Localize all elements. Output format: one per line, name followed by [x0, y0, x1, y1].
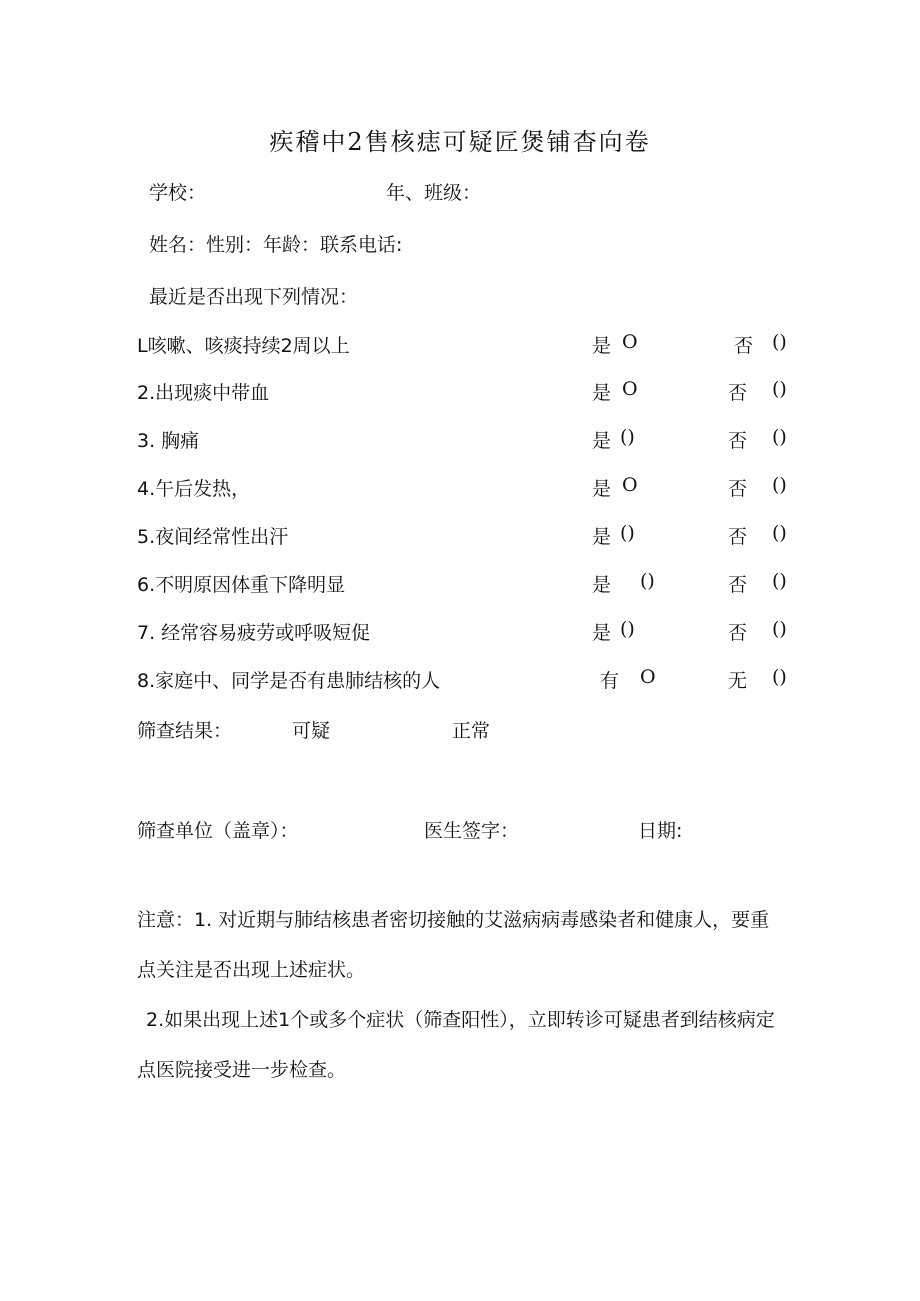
no-option-label: 否	[728, 478, 748, 500]
no-checkbox[interactable]: ()	[772, 378, 787, 400]
question-label: 7. 经常容易疲劳或呼吸短促	[137, 622, 371, 644]
question-label: 8.家庭中、同学是否有患肺结核的人	[137, 670, 441, 692]
yes-checkbox[interactable]: O	[622, 474, 638, 496]
question-label: L咳嗽、咳痰持续2周以上	[137, 335, 350, 357]
screening-unit-field-label: 筛查单位（盖章）：	[137, 820, 299, 842]
yes-option-label: 是	[592, 574, 612, 596]
yes-checkbox[interactable]: O	[622, 378, 638, 400]
yes-option-label: 是	[592, 526, 612, 548]
no-checkbox[interactable]: ()	[772, 570, 787, 592]
no-option-label: 否	[728, 574, 748, 596]
yes-checkbox[interactable]: ()	[620, 618, 635, 640]
date-field-label: 日期:	[638, 820, 683, 842]
yes-checkbox[interactable]: O	[622, 331, 638, 353]
yes-option-label: 是	[592, 622, 612, 644]
no-option-label: 否	[728, 526, 748, 548]
question-prompt: 最近是否出现下列情况：	[149, 286, 359, 308]
school-field-label: 学校：	[149, 182, 207, 204]
yes-option-label: 是	[592, 382, 612, 404]
no-option-label: 否	[728, 622, 748, 644]
no-checkbox[interactable]: ()	[772, 618, 787, 640]
page-title: 疾稽中2售核痣可疑匠煲铺杳向卷	[269, 128, 651, 156]
yes-option-label: 有	[600, 670, 620, 692]
question-label: 5.夜间经常性出汗	[137, 526, 289, 548]
yes-checkbox[interactable]: ()	[620, 522, 635, 544]
result-option-normal[interactable]: 正常	[452, 720, 491, 742]
no-checkbox[interactable]: ()	[772, 474, 787, 496]
question-label: 2.出现痰中带血	[137, 382, 270, 404]
no-option-label: 否	[734, 335, 754, 357]
yes-checkbox[interactable]: ()	[620, 426, 635, 448]
no-checkbox[interactable]: ()	[772, 331, 787, 353]
yes-option-label: 是	[592, 335, 612, 357]
grade-class-field-label: 年、班级：	[386, 182, 482, 204]
result-option-suspect[interactable]: 可疑	[292, 720, 331, 742]
no-option-label: 否	[728, 430, 748, 452]
question-label: 3. 胸痛	[137, 430, 200, 452]
no-checkbox[interactable]: ()	[772, 426, 787, 448]
yes-option-label: 是	[592, 430, 612, 452]
yes-option-label: 是	[592, 478, 612, 500]
result-label: 筛查结果：	[137, 720, 233, 742]
yes-checkbox[interactable]: ()	[640, 570, 655, 592]
no-checkbox[interactable]: ()	[772, 666, 787, 688]
note-1: 注意：1. 对近期与肺结核患者密切接触的艾滋病病毒感染者和健康人，要重点关注是否出现上述症状。	[137, 909, 770, 981]
doctor-signature-field-label: 医生签字：	[424, 820, 520, 842]
no-option-label: 无	[728, 670, 748, 692]
personal-info-fields: 姓名：性别：年龄：联系电话:	[149, 234, 403, 256]
no-option-label: 否	[728, 382, 748, 404]
question-label: 4.午后发热，	[137, 478, 251, 500]
question-label: 6.不明原因体重下降明显	[137, 574, 346, 596]
no-checkbox[interactable]: ()	[772, 522, 787, 544]
note-2: 2.如果出现上述1个或多个症状（筛查阳性），立即转诊可疑患者到结核病定点医院接受进一步检查。	[137, 1009, 775, 1081]
yes-checkbox[interactable]: O	[640, 666, 656, 688]
